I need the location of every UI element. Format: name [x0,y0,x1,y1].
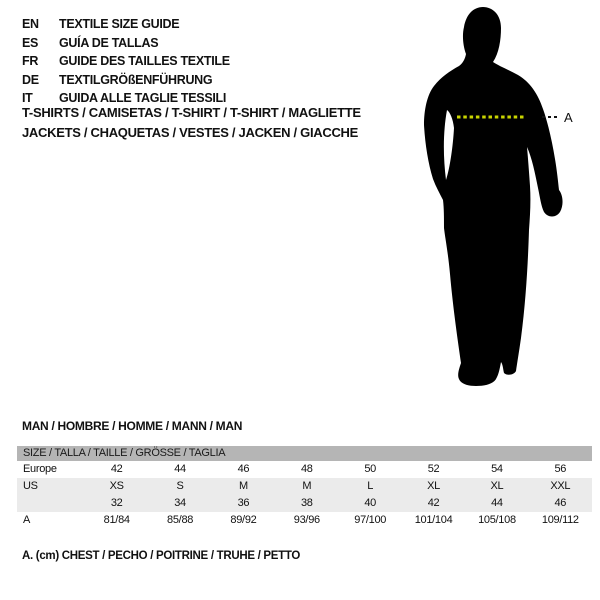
language-row [22,15,230,34]
size-cell: 101/104 [414,514,453,526]
size-cell: XXL [550,480,571,492]
language-code: FR [22,54,39,69]
language-code: EN [22,17,39,31]
size-cell: 56 [554,463,567,475]
table-row-chest-a [17,512,592,529]
row-label [17,495,85,512]
size-cell: 105/108 [478,514,516,526]
language-row [22,52,230,71]
language-label: TEXTILE SIZE GUIDE [59,17,180,31]
size-cell: M [302,480,312,492]
size-cell: L [367,480,374,492]
size-cell: 40 [364,497,376,509]
language-label: TEXTILGRÖßENFÜHRUNG [59,72,213,87]
size-cell: XS [109,480,124,492]
category-list [22,103,361,142]
size-cell: 38 [300,497,313,509]
language-label: GUÍA DE TALLAS [59,35,159,50]
size-cell: 81/84 [103,514,130,526]
table-row-europe [17,461,592,478]
row-label: A [23,514,31,526]
size-cell: 85/88 [167,514,194,526]
section-title-man: MAN / HOMBRE / HOMME / MANN / MAN [22,419,243,433]
language-row [22,71,230,90]
size-cell: 44 [174,463,186,475]
size-cell: 34 [174,497,186,509]
size-cell: 50 [364,463,376,475]
language-code: IT [22,91,33,106]
measurement-label-a: A [564,110,573,125]
man-silhouette [424,7,563,386]
size-table [17,446,592,529]
size-cell: 54 [491,463,503,475]
language-label: GUIDE DES TAILLES TEXTILE [59,54,230,69]
table-row-us-numeric [17,495,592,512]
size-cell: M [239,480,248,492]
size-cell: 93/96 [293,514,320,526]
size-cell: 46 [554,497,567,509]
measurement-footnote: A. (cm) CHEST / PECHO / POITRINE / TRUHE / PETTO [22,550,301,562]
man-silhouette-svg [400,0,600,400]
row-label: US [23,480,38,492]
size-cell: 32 [110,497,123,509]
language-row [22,34,230,53]
size-table-header: SIZE / TALLA / TAILLE / GRÖSSE / TAGLIA [17,446,592,461]
language-label: GUIDA ALLE TAGLIE TESSILI [59,91,227,106]
language-code: DE [22,72,39,87]
size-cell: 97/100 [354,514,387,526]
language-code: ES [22,35,39,50]
category-jackets: JACKETS / CHAQUETAS / VESTES / JACKEN / GIACCHE [22,124,358,140]
language-list [22,15,230,108]
size-cell: XL [427,480,440,492]
man-silhouette-figure [400,0,600,400]
size-cell: 89/92 [230,514,257,526]
size-cell: 42 [110,463,123,475]
size-cell: 109/112 [541,514,579,526]
row-label: Europe [23,463,57,475]
category-tshirts: T-SHIRTS / CAMISETAS / T-SHIRT / T-SHIRT / MAGLIETTE [22,105,361,120]
size-cell: 48 [300,463,313,475]
size-cell: S [176,480,184,492]
size-cell: 44 [491,497,503,509]
size-cell: 46 [237,463,250,475]
size-cell: 42 [427,497,440,509]
size-cell: 52 [427,463,440,475]
size-cell: 36 [237,497,250,509]
size-cell: XL [490,480,504,492]
table-row-us [17,478,592,495]
